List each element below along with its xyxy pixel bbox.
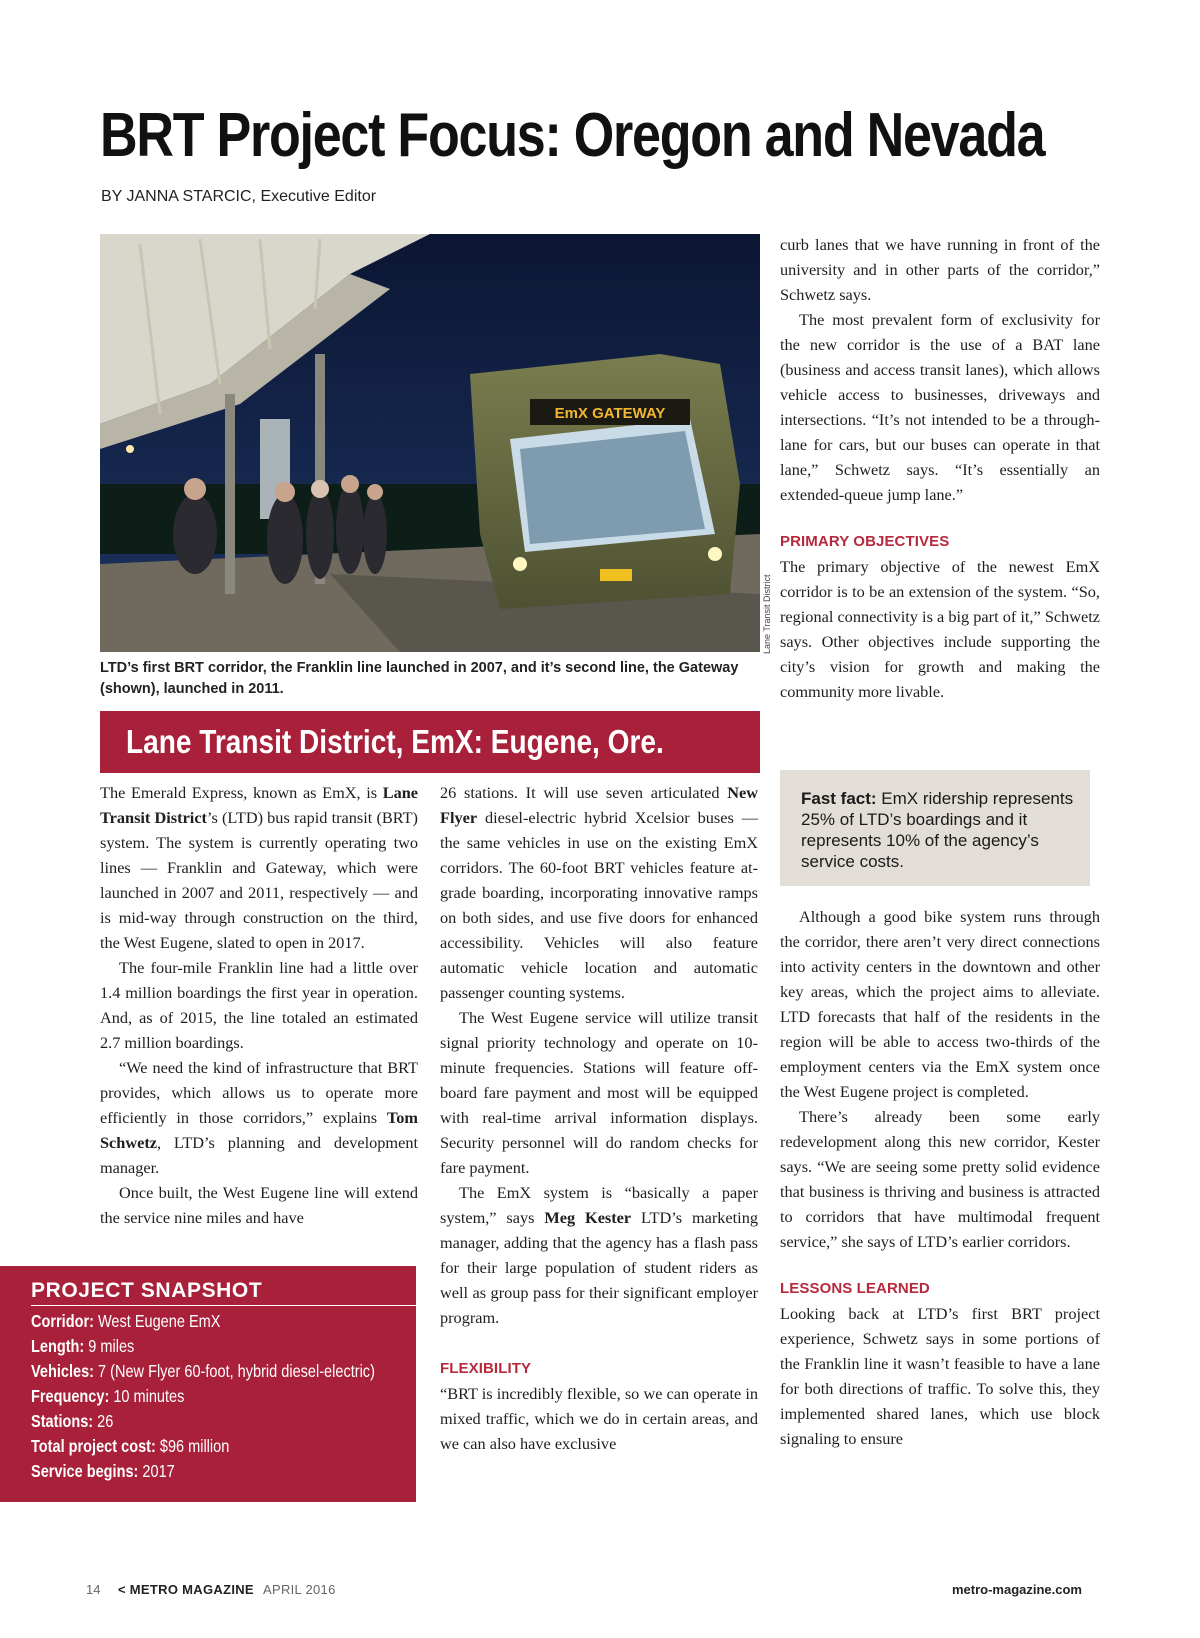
paragraph: The Emerald Express, known as EmX, is Lane Transit District’s (LTD) bus rapid transit (BRT) system. The system is currently operating two lines — Franklin and Gateway, which were launched in 2007 and 2011, respectively — and is mid-way through construction on the third, the West Eugene, slated to open in 2017. — [100, 783, 418, 952]
snapshot-row: Length: 9 miles — [31, 1336, 135, 1356]
paragraph: “BRT is incredibly flexible, so we can operate in mixed traffic, which we do in certain areas, and we can also have exclusive — [440, 1384, 758, 1453]
paragraph: The West Eugene service will utilize transit signal priority technology and operate on 10-minute frequencies. Stations will feature off-board fare payment and most will be equipped with real-time arrival information displays. Security personnel will do random checks for fare payment. — [440, 1008, 758, 1177]
footer-url[interactable]: metro-magazine.com — [951, 1582, 1082, 1597]
bus-station-illustration — [100, 234, 760, 652]
photo — [100, 234, 760, 652]
headlight-right — [708, 547, 722, 561]
column-1 — [100, 780, 418, 1230]
headlight-left — [513, 557, 527, 571]
snapshot-row: Frequency: 10 minutes — [31, 1386, 185, 1406]
column-2 — [440, 780, 758, 1456]
project-snapshot — [0, 1266, 416, 1502]
snapshot-row: Vehicles: 7 (New Flyer 60-foot, hybrid diesel-electric) — [31, 1361, 375, 1381]
section-banner — [100, 711, 760, 773]
subhead-lessons-learned: LESSONS LEARNED — [780, 1280, 930, 1297]
photo-caption: LTD’s first BRT corridor, the Franklin line launched in 2007, and it’s second line, the Gateway (shown), launched in 2011. — [100, 660, 739, 697]
magazine-name: < METRO MAGAZINE — [118, 1582, 254, 1597]
subhead-flexibility: FLEXIBILITY — [440, 1360, 532, 1377]
paragraph: The primary objective of the newest EmX corridor is to be an extension of the system. “So, regional connectivity is a big part of it,” Schwetz says. Other objectives include supporting the city’s vision for growth and making the community more livable. — [780, 557, 1100, 701]
snapshot-row: Stations: 26 — [31, 1411, 114, 1431]
column-3-bottom — [780, 904, 1100, 1451]
paragraph: Looking back at LTD’s first BRT project experience, Schwetz says in some portions of the Franklin line it wasn’t feasible to have a lane for both directions of traffic. To solve this, they implemented shared lanes, which use block signaling to ensure — [780, 1304, 1100, 1448]
photo-credit: Lane Transit District — [762, 574, 772, 654]
subhead-primary-objectives: PRIMARY OBJECTIVES — [780, 533, 950, 550]
snapshot-divider — [31, 1305, 416, 1306]
street-light — [126, 445, 134, 453]
issue-date: APRIL 2016 — [263, 1582, 336, 1597]
byline: BY JANNA STARCIC, Executive Editor — [101, 188, 377, 205]
paragraph: The most prevalent form of exclusivity for the new corridor is the use of a BAT lane (business and access transit lanes), which allows vehicle access to businesses, driveways and intersections. “It’s not intended to be a through-lane for cars, but our buses can operate in that lane,” Schwetz says. “It’s essentially an extended-queue jump lane.” — [780, 310, 1100, 504]
paragraph: The EmX system is “basically a paper system,” says Meg Kester LTD’s marketing manager, adding that the agency has a flash pass for their large population of student riders as well as group pass for their significant employer program. — [440, 1183, 758, 1327]
paragraph: “We need the kind of infrastructure that BRT provides, which allows us to operate more efficiently in those corridors,” explains Tom Schwetz, LTD’s planning and development manager. — [100, 1058, 418, 1177]
page-number: 14 — [86, 1582, 101, 1597]
paragraph: Once built, the West Eugene line will extend the service nine miles and have — [100, 1183, 418, 1227]
paragraph: There’s already been some early redevelopment along this new corridor, Kester says. “We are seeing some pretty solid evidence that business is thriving and business is attracted to corridors that have multimodal frequent service,” she says of LTD’s earlier corridors. — [780, 1107, 1100, 1251]
fast-fact-box — [780, 770, 1090, 886]
snapshot-list — [31, 1309, 416, 1484]
paragraph: curb lanes that we have running in front of the university and in other parts of the corridor,” Schwetz says. — [780, 235, 1100, 304]
snapshot-row: Corridor: West Eugene EmX — [31, 1311, 221, 1331]
section-banner-title: Lane Transit District, EmX: Eugene, Ore. — [126, 723, 664, 760]
fast-fact-label: Fast fact: — [801, 789, 877, 808]
snapshot-row: Total project cost: $96 million — [31, 1436, 230, 1456]
bus-sign-text: EmX GATEWAY — [554, 405, 666, 422]
snapshot-title: PROJECT SNAPSHOT — [31, 1279, 263, 1302]
paragraph: 26 stations. It will use seven articulated New Flyer diesel-electric hybrid Xcelsior buses — the same vehicles in use on the existing EmX corridors. The 60-foot BRT vehicles feature at-grade boarding, incorporating innovative ramps on both sides, and use five doors for enhanced accessibility. Vehicles will also feature automatic vehicle location and automatic passenger counting systems. — [440, 783, 758, 1002]
canopy-post-2 — [225, 394, 235, 594]
column-3-top — [780, 232, 1100, 704]
people — [173, 475, 387, 584]
snapshot-row: Service begins: 2017 — [31, 1461, 175, 1481]
paragraph: The four-mile Franklin line had a little over 1.4 million boardings the first year in operation. And, as of 2015, the line totaled an estimated 2.7 million boardings. — [100, 958, 418, 1052]
paragraph: Although a good bike system runs through the corridor, there aren’t very direct connections into activity centers in the downtown and other key areas, which the project aims to alleviate. LTD forecasts that half of the residents in the region will be able to access two-thirds of the employment centers via the EmX system once the West Eugene project is completed. — [780, 907, 1100, 1101]
fast-fact-text: EmX ridership represents 25% of LTD’s boardings and it represents 10% of the agency’s service costs. — [801, 789, 1074, 871]
bus-interior — [520, 431, 705, 544]
license-plate — [600, 569, 632, 581]
headline: BRT Project Focus: Oregon and Nevada — [100, 101, 1045, 170]
